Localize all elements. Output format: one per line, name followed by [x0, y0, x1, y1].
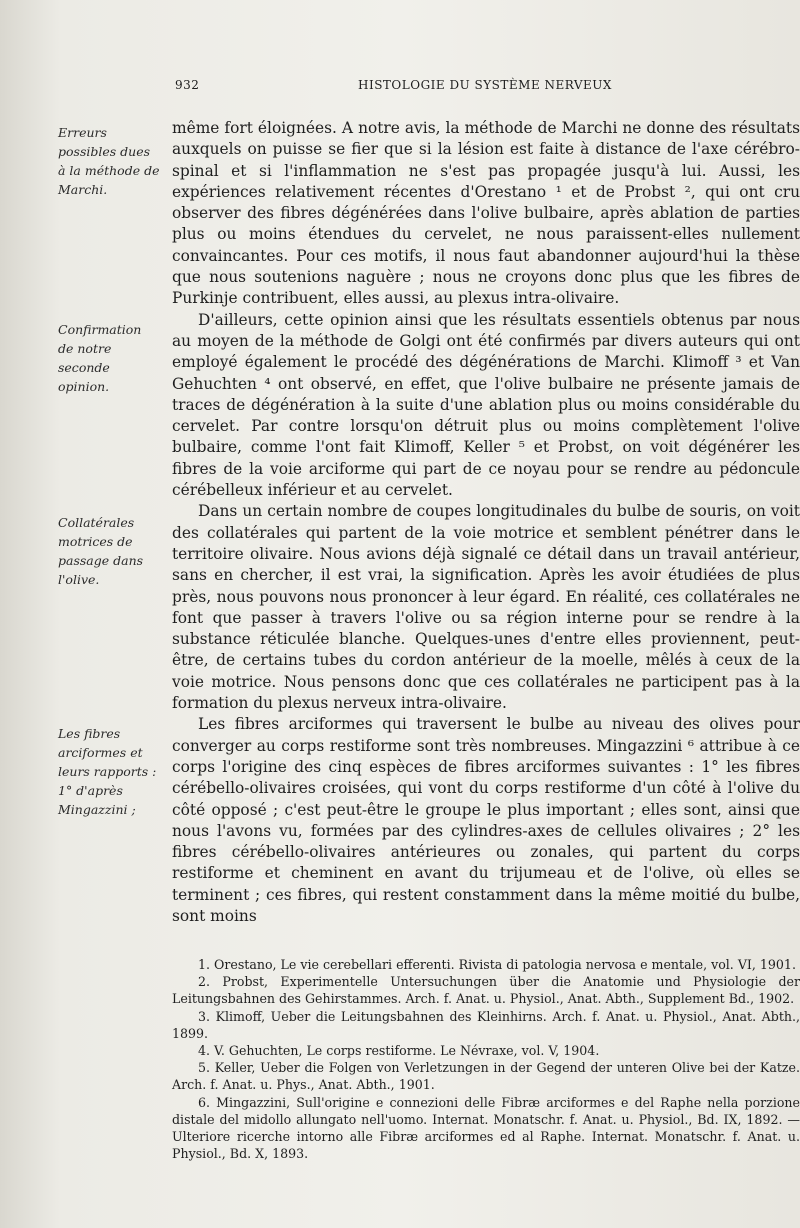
main-text [172, 118, 800, 927]
paragraph-2: D'ailleurs, cette opinion ainsi que les résultats essentiels obtenus par nous au moyen de la méthode de Golgi ont été confirmés par divers auteurs qui ont employé également le procédé des dégénérations de Marchi. Klimoff ³ et Van Gehuchten ⁴ ont observé, en effet, que l'olive bulbaire ne présente jamais de traces de dégénération à la suite d'une ablation plus ou moins considérable du cervelet. Par contre lorsqu'on détruit plus ou moins complètement l'olive bulbaire, comme l'ont fait Klimoff, Keller ⁵ et Probst, on voit dégénérer les fibres de la voie arciforme qui part de ce noyau pour se rendre au pédoncule cérébelleux inférieur et au cervelet. [172, 310, 800, 500]
footnote-3: 3. Klimoff, Ueber die Leitungsbahnen des Kleinhirns. Arch. f. Anat. u. Physiol., Anat. Abth., 1899. [172, 1008, 800, 1041]
footnote-2: 2. Probst, Experimentelle Untersuchungen über die Anatomie und Physiologie der Leitungsbahnen des Gehirstammes. Arch. f. Anat. u. Physiol., Anat. Abth., Supplement Bd., 1902. [172, 974, 800, 1007]
paragraph-3: Dans un certain nombre de coupes longitudinales du bulbe de souris, on voit des collatérales qui partent de la voie motrice et semblent pénétrer dans le territoire olivaire. Nous avions déjà signalé ce détail dans un travail antérieur, sans en chercher, il est vrai, la signification. Après les avoir étudiées de plus près, nous pouvons nous prononcer à leur égard. En réalité, ces collatérales ne font que passer à travers l'olive ou sa région interne pour se rendre à la substance réticulée blanche. Quelques-unes d'entre elles proviennent, peut-être, de certains tubes du cordon antérieur de la moelle, mêlés à ceux de la voie motrice. Nous pensons donc que ces collatérales ne participent pas à la formation du plexus nerveux intra-olivaire. [172, 502, 800, 713]
margin-note-marchi: Erreurs possibles dues à la méthode de Marchi. [58, 125, 160, 197]
footnote-5: 5. Keller, Ueber die Folgen von Verletzungen in der Gegend der unteren Olive bei der Katze. Arch. f. Anat. u. Phys., Anat. Abth., 1901. [172, 1060, 800, 1093]
margin-note-collaterales: Collatérales motrices de passage dans l'olive. [58, 515, 144, 587]
page-number: 932 [175, 78, 200, 92]
margin-note-fibres-arciformes: Les fibres arciformes et leurs rapports : 1° d'après Mingazzini ; [58, 726, 157, 817]
footnote-1: 1. Orestano, Le vie cerebellari efferenti. Rivista di patologia nervosa e mentale, vol. VI, 1901. [198, 957, 796, 972]
margin-note-confirmation: Confirmation de notre seconde opinion. [58, 322, 142, 394]
paragraph-4: Les fibres arciformes qui traversent le bulbe au niveau des olives pour converger au corps restiforme sont très nombreuses. Mingazzini ⁶ attribue à ce corps l'origine des cinq espèces de fibres arciformes suivantes : 1° les fibres cérébello-olivaires croisées, qui vont du corps restiforme d'un côté à l'olive du côté opposé ; c'est peut-être le groupe le plus important ; elles sont, ainsi que nous l'avons vu, formées par des cylindres-axes de cellules olivaires ; 2° les fibres cérébello-olivaires antérieures ou zonales, qui partent du corps restiforme et cheminent en avant du trijumeau et de l'olive, où elles se terminent ; ces fibres, qui restent constamment dans la même moitié du bulbe, sont moins [172, 715, 800, 925]
footnote-6: 6. Mingazzini, Sull'origine e connezioni delle Fibræ arciformes e del Raphe nella porzione distale del midollo allungato nell'uomo. Internat. Monatschr. f. Anat. u. Physiol., Bd. IX, 1892. — Ulteriore ricerche intorno alle Fibræ arciformes ed al Raphe. Internat. Monatschr. f. Anat. u. Physiol., Bd. X, 1893. [172, 1094, 800, 1162]
paragraph-1: même fort éloignées. A notre avis, la méthode de Marchi ne donne des résultats auxquels on puisse se fier que si la lésion est faite à distance de l'axe cérébro-spinal et si l'inflammation ne s'est pas propagée jusqu'à lui. Aussi, les expériences relativement récentes d'Orestano ¹ et de Probst ², qui ont cru observer des fibres dégénérées dans l'olive bulbaire, après ablation de parties plus ou moins étendues du cervelet, ne nous paraissent-elles nullement convaincantes. Pour ces motifs, il nous faut abandonner aujourd'hui la thèse que nous soutenions naguère ; nous ne croyons donc plus que les fibres de Purkinje contribuent, elles aussi, au plexus intra-olivaire. [172, 119, 800, 308]
running-title: HISTOLOGIE DU SYSTÈME NERVEUX [358, 78, 612, 92]
footnotes [172, 956, 800, 1162]
page-header [0, 78, 800, 98]
footnote-4: 4. V. Gehuchten, Le corps restiforme. Le Névraxe, vol. V, 1904. [198, 1043, 600, 1059]
